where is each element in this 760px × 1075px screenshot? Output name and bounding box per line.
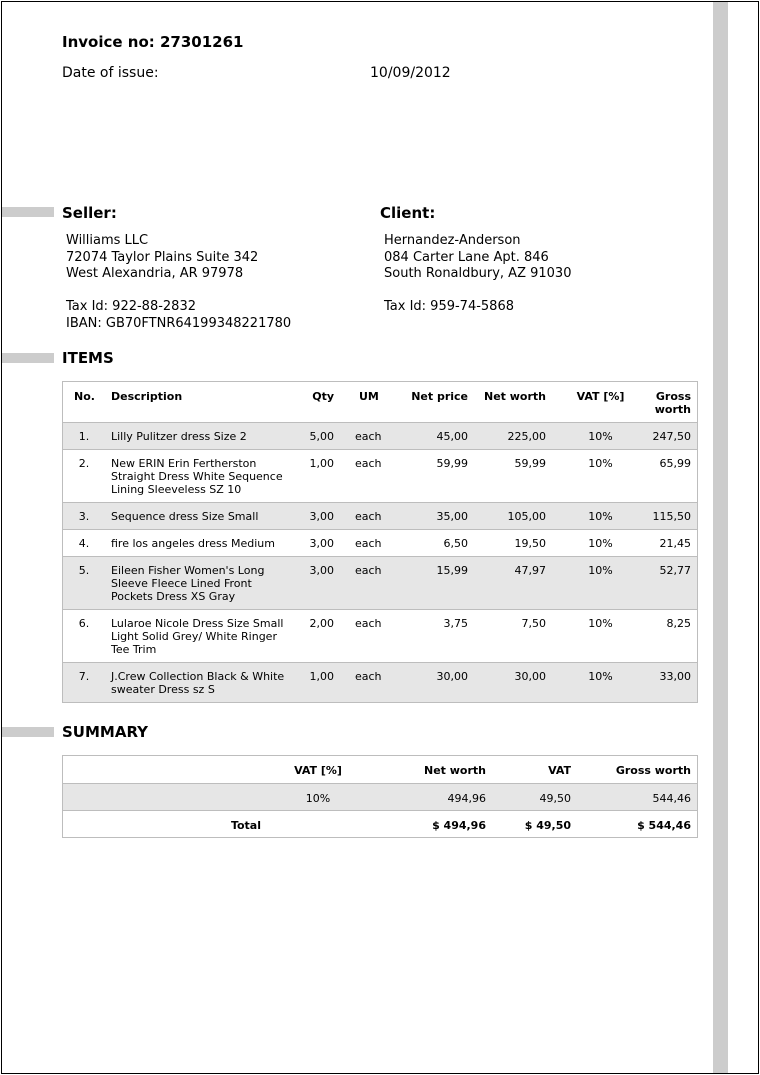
- item-qty: 3,00: [309, 537, 334, 550]
- item-um: each: [355, 510, 382, 523]
- summary-rate-net-worth: 494,96: [447, 792, 486, 805]
- item-qty: 3,00: [309, 564, 334, 577]
- item-description: Lularoe Nicole Dress Size Small Light Solid Grey/ White Ringer Tee Trim: [111, 617, 284, 656]
- item-description: Lilly Pulitzer dress Size 2: [111, 430, 247, 443]
- item-um: each: [355, 670, 382, 683]
- item-net-price: 3,75: [443, 617, 468, 630]
- summary-total-row: [63, 810, 697, 837]
- client-spacer: [384, 283, 571, 300]
- item-no: 6.: [78, 617, 90, 630]
- client-block: [384, 233, 571, 316]
- client-tax-id: Tax Id: 959-74-5868: [384, 299, 514, 314]
- summary-rate-gross: 544,46: [652, 792, 691, 805]
- summary-total-vat-amount: $ 49,50: [524, 819, 571, 832]
- col-description: Description: [111, 390, 183, 403]
- client-heading: Client:: [380, 204, 436, 222]
- item-gross-worth: 247,50: [652, 430, 691, 443]
- invoice-title: Invoice no: 27301261: [62, 33, 244, 51]
- items-heading: ITEMS: [62, 349, 114, 367]
- item-qty: 1,00: [309, 457, 334, 470]
- item-description: Eileen Fisher Women's Long Sleeve Fleece Lined Front Pockets Dress XS Gray: [111, 564, 265, 603]
- summary-col-vat: VAT [%]: [294, 764, 342, 777]
- table-row: [63, 662, 697, 702]
- item-um: each: [355, 564, 382, 577]
- item-description: fire los angeles dress Medium: [111, 537, 275, 550]
- col-net-price: Net price: [411, 390, 468, 403]
- item-description: J.Crew Collection Black & White sweater Dress sz S: [111, 670, 285, 696]
- summary-section-marker: [2, 727, 54, 737]
- item-um: each: [355, 537, 382, 550]
- item-vat: 10%: [588, 617, 613, 630]
- date-of-issue-value: 10/09/2012: [370, 65, 451, 81]
- item-qty: 3,00: [309, 510, 334, 523]
- item-gross-worth: 115,50: [652, 510, 691, 523]
- table-row: [63, 529, 697, 556]
- item-net-worth: 47,97: [514, 564, 546, 577]
- item-net-worth: 59,99: [514, 457, 546, 470]
- item-vat: 10%: [588, 670, 613, 683]
- col-qty: Qty: [312, 390, 334, 403]
- summary-table: [62, 755, 698, 838]
- item-no: 1.: [78, 430, 90, 443]
- col-net-worth: Net worth: [484, 390, 546, 403]
- summary-total-label: Total: [230, 819, 261, 832]
- summary-rate-vat: 10%: [305, 792, 331, 805]
- item-net-price: 6,50: [443, 537, 468, 550]
- item-gross-worth: 8,25: [666, 617, 691, 630]
- date-of-issue-label: Date of issue:: [62, 65, 159, 81]
- item-um: each: [355, 457, 382, 470]
- seller-tax-id: Tax Id: 922-88-2832: [66, 299, 196, 314]
- item-net-price: 45,00: [436, 430, 468, 443]
- item-um: each: [355, 617, 382, 630]
- item-gross-worth: 52,77: [659, 564, 691, 577]
- summary-rate-row: [63, 783, 697, 810]
- col-gross-worth: Gross worth: [654, 390, 691, 416]
- seller-heading: Seller:: [62, 204, 117, 222]
- item-net-worth: 105,00: [507, 510, 546, 523]
- summary-col-vat-amount: VAT: [548, 764, 571, 777]
- seller-section-marker: [2, 207, 54, 217]
- item-gross-worth: 21,45: [659, 537, 691, 550]
- seller-name: Williams LLC: [66, 233, 149, 248]
- summary-total-net-worth: $ 494,96: [432, 819, 486, 832]
- item-net-worth: 30,00: [514, 670, 546, 683]
- seller-city: West Alexandria, AR 97978: [66, 266, 244, 281]
- item-vat: 10%: [588, 430, 613, 443]
- col-no: No.: [74, 390, 95, 403]
- item-no: 4.: [78, 537, 90, 550]
- item-um: each: [355, 430, 382, 443]
- client-city: South Ronaldbury, AZ 91030: [384, 266, 572, 281]
- col-um: UM: [359, 390, 379, 403]
- client-street: 084 Carter Lane Apt. 846: [384, 249, 549, 265]
- item-no: 7.: [78, 670, 90, 683]
- item-qty: 5,00: [309, 430, 334, 443]
- table-row: [63, 449, 697, 502]
- right-margin-bar: [713, 2, 728, 1073]
- item-net-price: 30,00: [436, 670, 468, 683]
- summary-header-row: [63, 756, 697, 783]
- item-net-worth: 7,50: [521, 617, 546, 630]
- item-net-price: 35,00: [436, 510, 468, 523]
- item-no: 5.: [78, 564, 90, 577]
- item-qty: 2,00: [309, 617, 334, 630]
- item-vat: 10%: [588, 457, 613, 470]
- items-body: [63, 422, 697, 702]
- item-vat: 10%: [588, 510, 613, 523]
- summary-total-gross: $ 544,46: [637, 819, 691, 832]
- summary-heading: SUMMARY: [62, 723, 149, 741]
- table-row: [63, 556, 697, 609]
- item-net-worth: 225,00: [507, 430, 546, 443]
- col-vat: VAT [%]: [576, 390, 625, 403]
- item-net-worth: 19,50: [514, 537, 546, 550]
- seller-iban: IBAN: GB70FTNR64199348221780: [66, 315, 292, 331]
- summary-col-gross-worth: Gross worth: [615, 764, 691, 777]
- items-table: [62, 381, 698, 703]
- item-gross-worth: 65,99: [659, 457, 691, 470]
- item-description: New ERIN Erin Fertherston Straight Dress White Sequence Lining Sleeveless SZ 10: [111, 457, 283, 496]
- table-row: [63, 609, 697, 662]
- item-vat: 10%: [588, 537, 613, 550]
- item-gross-worth: 33,00: [659, 670, 691, 683]
- client-name: Hernandez-Anderson: [384, 233, 521, 248]
- item-no: 3.: [78, 510, 90, 523]
- seller-spacer: [66, 283, 291, 300]
- table-row: [63, 422, 697, 449]
- items-header-row: [63, 382, 697, 422]
- summary-rate-vat-amount: 49,50: [539, 792, 571, 805]
- items-section-marker: [2, 353, 54, 363]
- invoice-page: [1, 1, 759, 1074]
- item-description: Sequence dress Size Small: [111, 510, 259, 523]
- seller-block: [66, 233, 291, 332]
- item-qty: 1,00: [309, 670, 334, 683]
- item-net-price: 15,99: [436, 564, 468, 577]
- item-no: 2.: [78, 457, 90, 470]
- table-row: [63, 502, 697, 529]
- summary-col-net-worth: Net worth: [424, 764, 486, 777]
- item-vat: 10%: [588, 564, 613, 577]
- item-net-price: 59,99: [436, 457, 468, 470]
- seller-street: 72074 Taylor Plains Suite 342: [66, 249, 259, 265]
